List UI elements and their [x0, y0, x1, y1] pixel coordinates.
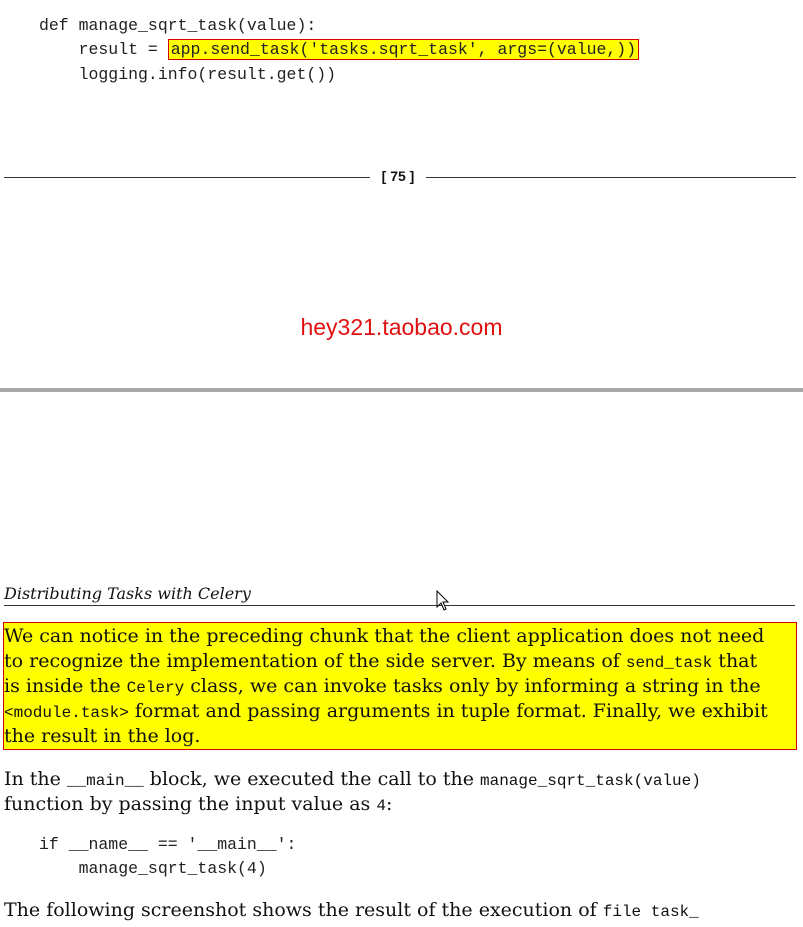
highlighted-code: app.send_task('tasks.sqrt_task', args=(value,))	[168, 39, 639, 60]
paragraph-line	[4, 767, 701, 794]
inline-code: send_task	[625, 654, 713, 672]
paragraph-line	[4, 898, 699, 925]
text: that	[712, 650, 758, 672]
watermark-text: hey321.taobao.com	[300, 314, 503, 340]
text: function by passing the input value as	[4, 793, 377, 815]
text: class, we can invoke tasks only by informing a string in the	[184, 675, 761, 697]
text: to recognize the implementation of the side server. By means of	[4, 650, 626, 672]
text: is inside the	[4, 675, 127, 697]
inline-code: manage_sqrt_task(value)	[480, 772, 701, 790]
paragraph-line: the result in the log.	[4, 725, 201, 747]
paragraph-line	[4, 699, 768, 726]
footer-rule-left	[4, 177, 370, 178]
footer-rule-right	[426, 177, 796, 178]
inline-code: <module.task>	[4, 704, 129, 722]
code-line: if __name__ == '__main__':	[39, 835, 297, 854]
text: The following screenshot shows the result of the execution of	[4, 899, 603, 921]
page-number: [ 75 ]	[381, 168, 415, 184]
text: block, we executed the call to the	[143, 768, 480, 790]
page-break-divider	[0, 388, 803, 392]
inline-code: file task_	[602, 903, 699, 921]
mouse-pointer-icon	[436, 590, 450, 616]
code-line	[39, 40, 639, 60]
code-line: manage_sqrt_task(4)	[39, 859, 267, 878]
paragraph-line	[4, 649, 757, 676]
inline-code: Celery	[126, 679, 185, 697]
text: :	[385, 793, 393, 815]
text: format and passing arguments in tuple format. Finally, we exhibit	[128, 700, 768, 722]
inline-code: __main__	[66, 772, 144, 790]
code-line: logging.info(result.get())	[39, 65, 337, 84]
code-text: result =	[39, 40, 168, 59]
code-line: def manage_sqrt_task(value):	[39, 16, 317, 35]
paragraph-line: We can notice in the preceding chunk that the client application does not need	[4, 625, 765, 647]
paragraph-line	[4, 674, 761, 701]
text: In the	[4, 768, 67, 790]
header-rule	[4, 605, 795, 606]
running-header: Distributing Tasks with Celery	[4, 584, 251, 603]
paragraph-line	[4, 792, 392, 819]
inline-code: 4	[376, 797, 386, 815]
